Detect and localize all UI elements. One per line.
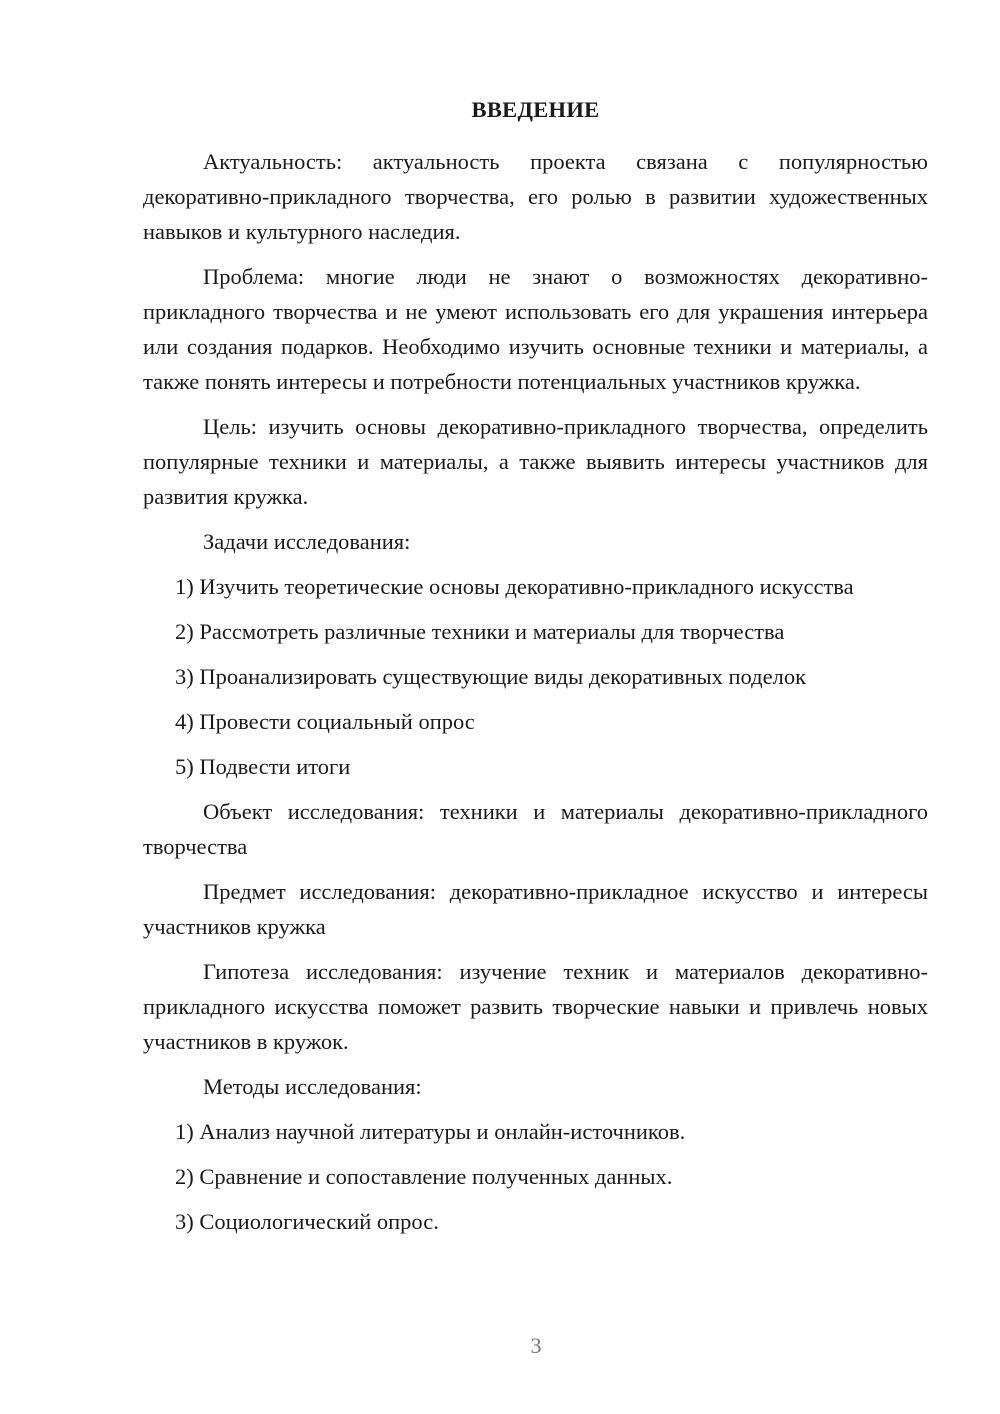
list-item: 2) Рассмотреть различные техники и материалы для творчества [175,619,785,644]
methods-list [143,1114,928,1239]
list-item: 1) Изучить теоретические основы декоративно-прикладного искусства [175,574,854,599]
relevance-paragraph: Актуальность: актуальность проекта связана с популярностью декоративно-прикладного творчества, его ролью в развитии художественных навыков и культурного наследия. [143,149,928,244]
document-page [143,92,928,1249]
goal-paragraph: Цель: изучить основы декоративно-прикладного творчества, определить популярные техники и материалы, а также выявить интересы участников для развития кружка. [143,414,928,509]
list-item: 1) Анализ научной литературы и онлайн-источников. [175,1119,686,1144]
tasks-list [143,569,928,784]
hypothesis-paragraph: Гипотеза исследования: изучение техник и материалов декоративно-прикладного искусства поможет развить творческие навыки и привлечь новых участников в кружок. [143,959,928,1054]
list-item: 4) Провести социальный опрос [175,709,475,734]
page-title: ВВЕДЕНИЕ [471,97,600,122]
object-paragraph: Объект исследования: техники и материалы декоративно-прикладного творчества [143,799,928,859]
list-item: 2) Сравнение и сопоставление полученных данных. [175,1164,673,1189]
problem-paragraph: Проблема: многие люди не знают о возможностях декоративно-прикладного творчества и не умеют использовать его для украшения интерьера или создания подарков. Необходимо изучить основные техники и материалы, а также понять интересы и потребности потенциальных участников кружка. [143,264,928,394]
list-item: 3) Проанализировать существующие виды декоративных поделок [175,664,806,689]
page-number: 3 [530,1333,542,1358]
list-item: 5) Подвести итоги [175,754,351,779]
methods-heading: Методы исследования: [203,1074,422,1099]
tasks-heading: Задачи исследования: [203,529,411,554]
subject-paragraph: Предмет исследования: декоративно-прикладное искусство и интересы участников кружка [143,879,928,939]
list-item: 3) Социологический опрос. [175,1209,439,1234]
